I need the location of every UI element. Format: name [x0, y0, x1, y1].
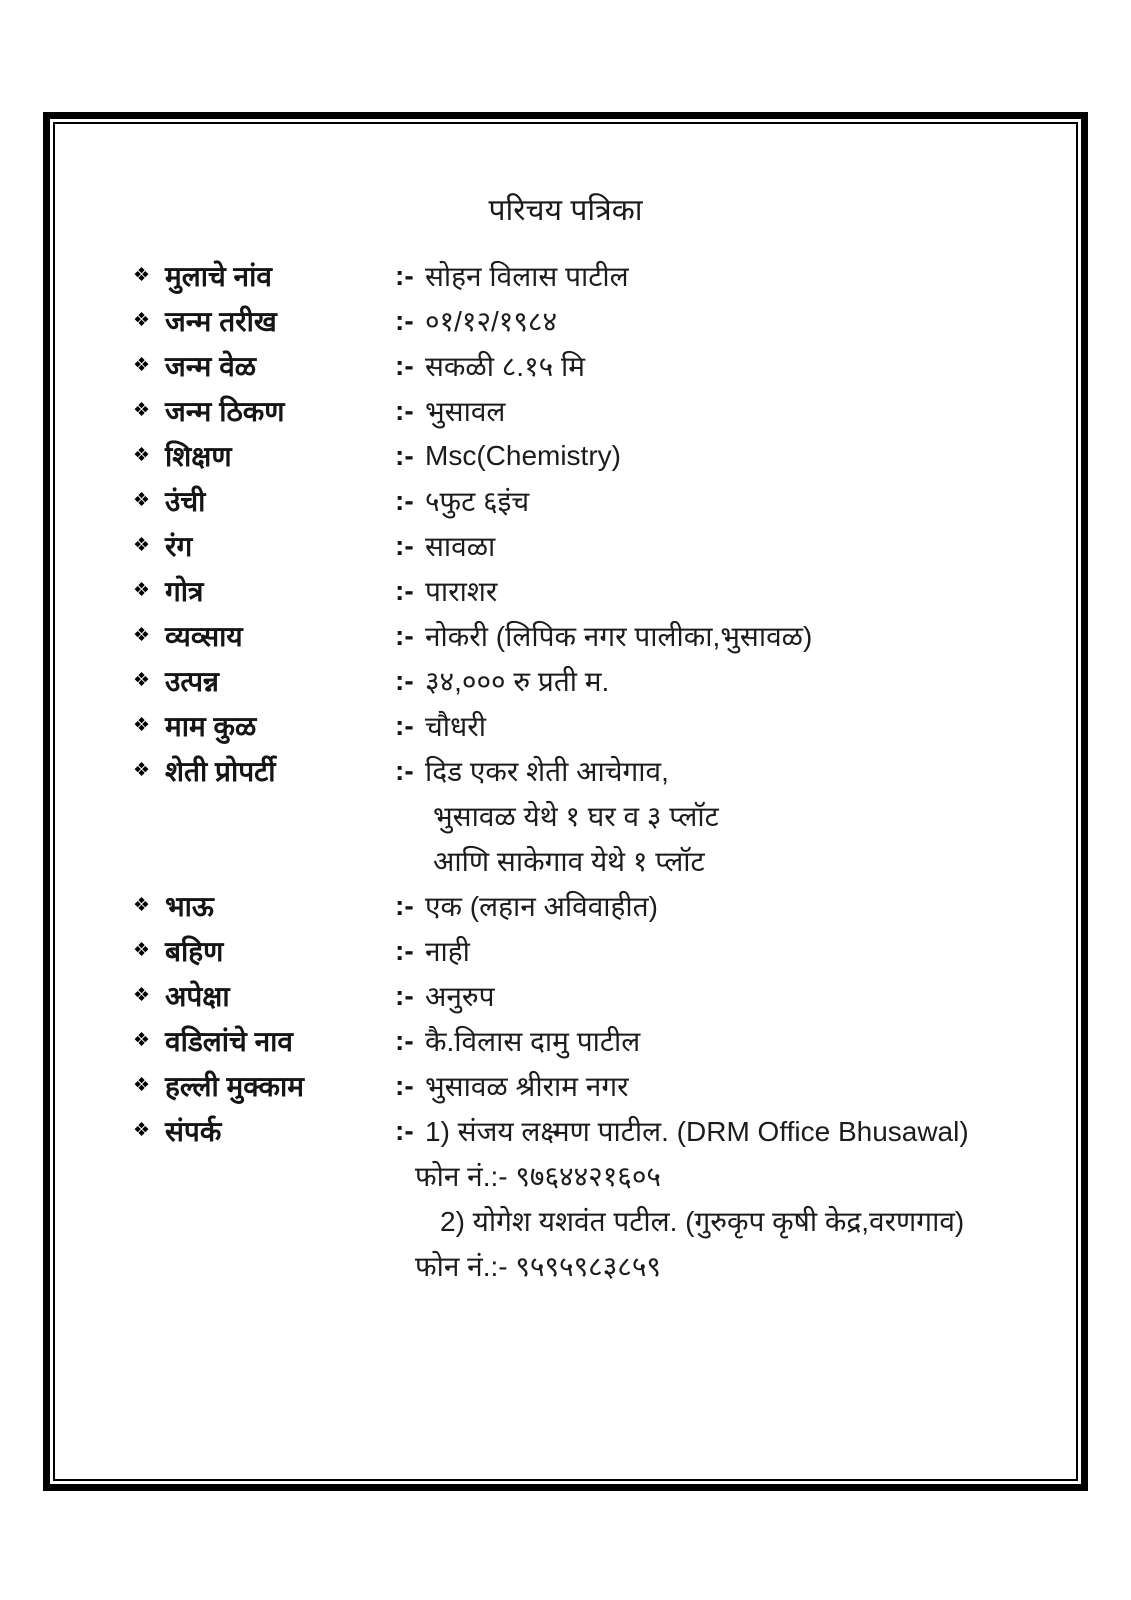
field-label: रंग	[165, 530, 193, 562]
field-value: सकळी ८.१५ मि	[425, 350, 585, 382]
field-row	[55, 1018, 1076, 1063]
diamond-bullet-icon: ❖	[133, 445, 151, 466]
field-row	[55, 658, 1076, 703]
continuation-text: 2) योगेश यशवंत पटील. (गुरुकृप कृषी केद्र,वरणगाव)	[440, 1205, 965, 1237]
colon-dash-separator: :-	[395, 619, 414, 651]
field-row	[55, 883, 1076, 928]
field-label: मुलाचे नांव	[165, 260, 272, 292]
colon-dash-separator: :-	[395, 664, 414, 696]
diamond-bullet-icon: ❖	[133, 1075, 151, 1096]
field-value: भुसावल	[425, 395, 506, 427]
field-row	[55, 703, 1076, 748]
field-value: ०१/१२/१९८४	[425, 305, 558, 337]
field-value: 1) संजय लक्ष्मण पाटील. (DRM Office Bhusawal)	[425, 1115, 969, 1147]
field-row	[55, 253, 1076, 298]
diamond-bullet-icon: ❖	[133, 490, 151, 511]
continuation-text: भुसावळ येथे १ घर व ३ प्लॉट	[433, 800, 719, 832]
field-value: ५फुट ६इंच	[425, 485, 530, 517]
colon-dash-separator: :-	[395, 574, 414, 606]
field-label: उत्पन्न	[165, 665, 219, 697]
field-label: जन्म तरीख	[165, 305, 277, 337]
field-value: Msc(Chemistry)	[425, 439, 621, 471]
continuation-text: फोन नं.:- ९५९५९८३८५९	[415, 1250, 661, 1282]
colon-dash-separator: :-	[395, 259, 414, 291]
field-label: शेती प्रोपर्टी	[165, 755, 276, 787]
field-value: ३४,००० रु प्रती म.	[425, 665, 610, 697]
field-row	[55, 568, 1076, 613]
diamond-bullet-icon: ❖	[133, 310, 151, 331]
diamond-bullet-icon: ❖	[133, 670, 151, 691]
field-label: उंची	[165, 485, 206, 517]
field-row	[55, 613, 1076, 658]
field-label: शिक्षण	[165, 440, 232, 472]
field-label: अपेक्षा	[165, 980, 230, 1012]
field-label: हल्ली मुक्काम	[165, 1070, 305, 1102]
colon-dash-separator: :-	[395, 394, 414, 426]
diamond-bullet-icon: ❖	[133, 625, 151, 646]
document-border	[43, 112, 1088, 1491]
field-value: पाराशर	[425, 575, 498, 607]
diamond-bullet-icon: ❖	[133, 400, 151, 421]
field-label: जन्म वेळ	[165, 350, 257, 382]
field-value: सोहन विलास पाटील	[425, 260, 629, 292]
colon-dash-separator: :-	[395, 484, 414, 516]
biodata-fields-list	[55, 253, 1076, 1288]
field-continuation-row	[55, 1243, 1076, 1288]
diamond-bullet-icon: ❖	[133, 760, 151, 781]
field-row	[55, 343, 1076, 388]
colon-dash-separator: :-	[395, 1114, 414, 1146]
colon-dash-separator: :-	[395, 439, 414, 471]
field-row	[55, 478, 1076, 523]
field-value: दिड एकर शेती आचेगाव,	[425, 755, 669, 787]
field-value: अनुरुप	[425, 980, 495, 1012]
field-label: जन्म ठिकण	[165, 395, 285, 427]
diamond-bullet-icon: ❖	[133, 985, 151, 1006]
field-label: माम कुळ	[165, 710, 257, 742]
field-row	[55, 1108, 1076, 1153]
field-row	[55, 298, 1076, 343]
diamond-bullet-icon: ❖	[133, 265, 151, 286]
field-value: भुसावळ श्रीराम नगर	[425, 1070, 629, 1102]
diamond-bullet-icon: ❖	[133, 1120, 151, 1141]
document-inner-border	[53, 122, 1078, 1481]
field-row	[55, 523, 1076, 568]
field-label: व्यव्साय	[165, 620, 243, 652]
colon-dash-separator: :-	[395, 934, 414, 966]
colon-dash-separator: :-	[395, 349, 414, 381]
colon-dash-separator: :-	[395, 709, 414, 741]
field-value: कै.विलास दामु पाटील	[425, 1025, 641, 1057]
page-title: परिचय पत्रिका	[488, 194, 643, 227]
continuation-text: फोन नं.:- ९७६४४२१६०५	[415, 1160, 661, 1192]
colon-dash-separator: :-	[395, 754, 414, 786]
field-row	[55, 388, 1076, 433]
field-row	[55, 748, 1076, 793]
field-label: संपर्क	[165, 1115, 222, 1147]
field-row	[55, 928, 1076, 973]
field-value: नोकरी (लिपिक नगर पालीका,भुसावळ)	[425, 620, 813, 652]
diamond-bullet-icon: ❖	[133, 1030, 151, 1051]
field-value: नाही	[425, 935, 470, 967]
field-row	[55, 1063, 1076, 1108]
field-continuation-row	[55, 1198, 1076, 1243]
colon-dash-separator: :-	[395, 529, 414, 561]
field-value: सावळा	[425, 530, 496, 562]
diamond-bullet-icon: ❖	[133, 940, 151, 961]
diamond-bullet-icon: ❖	[133, 580, 151, 601]
field-continuation-row	[55, 838, 1076, 883]
diamond-bullet-icon: ❖	[133, 715, 151, 736]
colon-dash-separator: :-	[395, 979, 414, 1011]
field-value: एक (लहान अविवाहीत)	[425, 890, 658, 922]
colon-dash-separator: :-	[395, 889, 414, 921]
colon-dash-separator: :-	[395, 1024, 414, 1056]
field-label: बहिण	[165, 935, 224, 967]
colon-dash-separator: :-	[395, 304, 414, 336]
field-label: गोत्र	[165, 575, 204, 607]
field-row	[55, 973, 1076, 1018]
colon-dash-separator: :-	[395, 1069, 414, 1101]
field-continuation-row	[55, 1153, 1076, 1198]
field-row	[55, 433, 1076, 478]
diamond-bullet-icon: ❖	[133, 895, 151, 916]
diamond-bullet-icon: ❖	[133, 355, 151, 376]
continuation-text: आणि साकेगाव येथे १ प्लॉट	[433, 845, 705, 877]
field-value: चौधरी	[425, 710, 486, 742]
field-continuation-row	[55, 793, 1076, 838]
field-label: वडिलांचे नाव	[165, 1025, 293, 1057]
field-label: भाऊ	[165, 890, 214, 922]
diamond-bullet-icon: ❖	[133, 535, 151, 556]
